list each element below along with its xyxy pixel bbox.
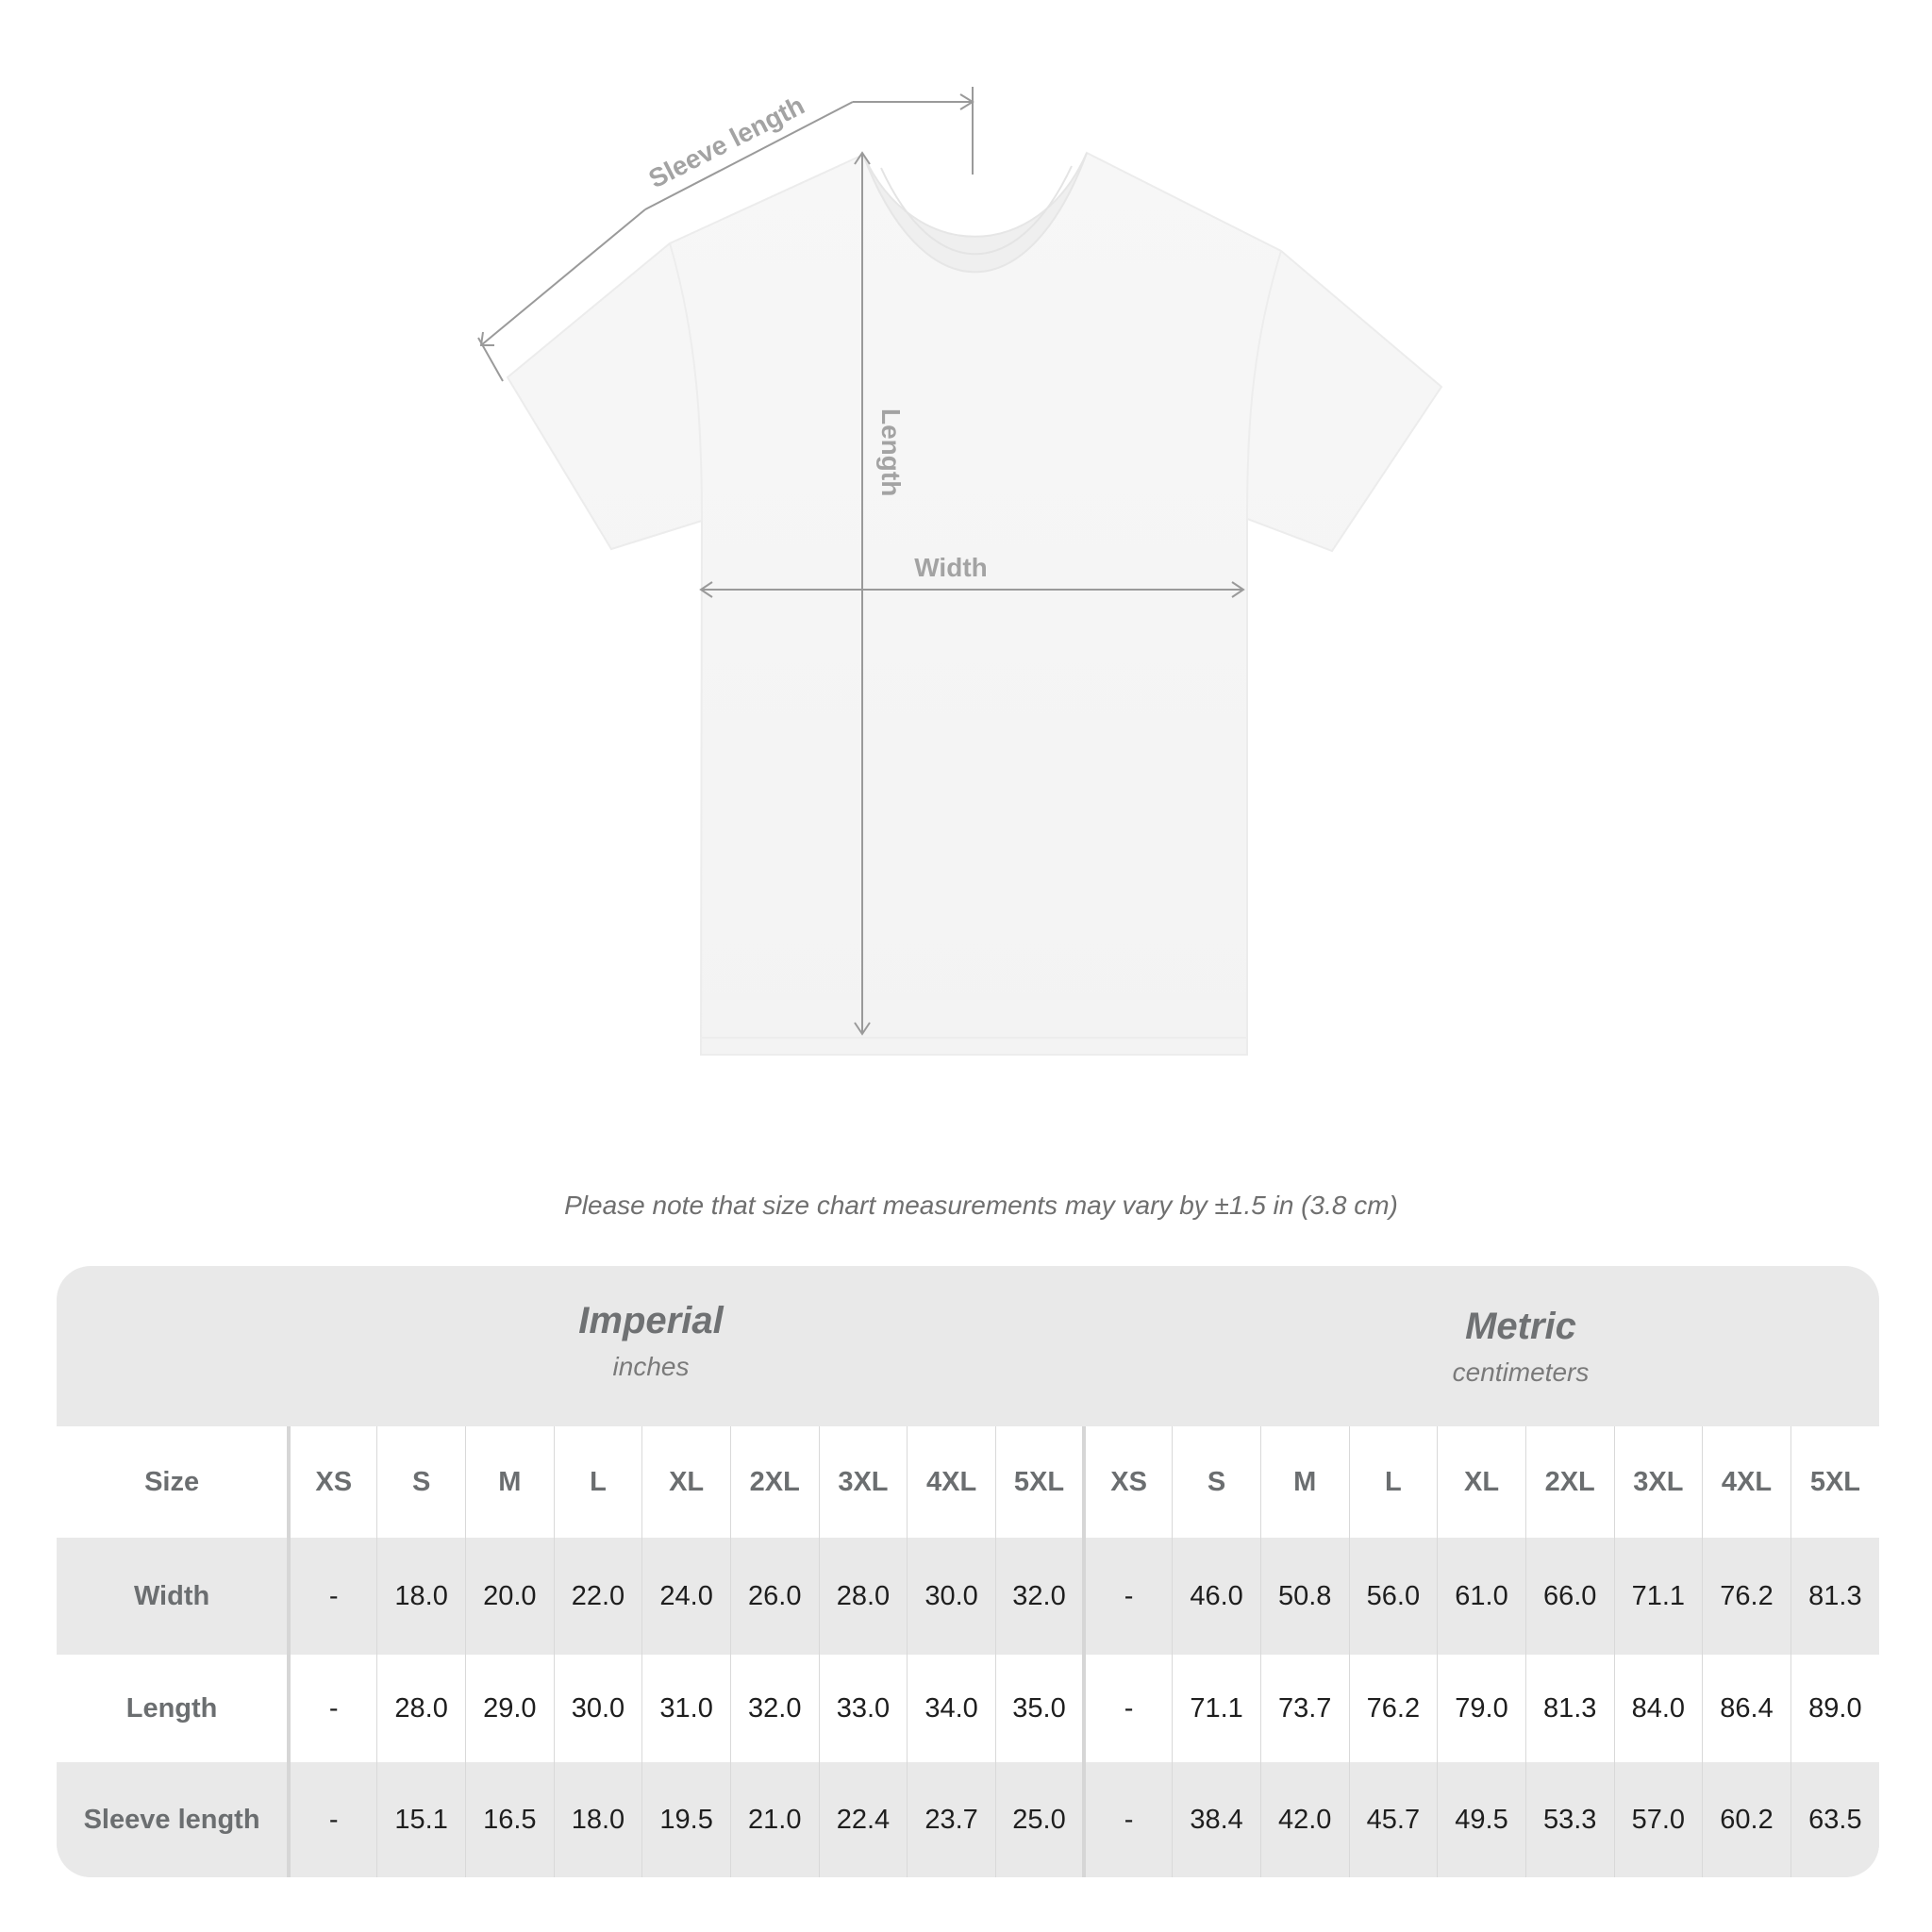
- imperial-size-5xl: 5XL: [995, 1426, 1084, 1538]
- imperial-size-m: M: [465, 1426, 554, 1538]
- metric-size-xs: XS: [1084, 1426, 1173, 1538]
- length-label: Length: [876, 408, 906, 497]
- size-header-row: [57, 1426, 1879, 1538]
- metric-size-5xl: 5XL: [1790, 1426, 1879, 1538]
- table-cell: 81.3: [1525, 1655, 1614, 1762]
- table-cell: 20.0: [465, 1538, 554, 1655]
- table-cell: 32.0: [730, 1655, 819, 1762]
- table-cell: 29.0: [465, 1655, 554, 1762]
- size-chart: [57, 1266, 1879, 1877]
- metric-subtitle: centimeters: [1452, 1357, 1590, 1387]
- table-cell: 16.5: [465, 1762, 554, 1877]
- table-row-length: [57, 1655, 1879, 1762]
- table-cell: 81.3: [1790, 1538, 1879, 1655]
- table-cell: 60.2: [1703, 1762, 1791, 1877]
- table-cell: 21.0: [730, 1762, 819, 1877]
- imperial-header: [472, 1300, 830, 1382]
- imperial-size-2xl: 2XL: [730, 1426, 819, 1538]
- table-cell: 28.0: [377, 1655, 466, 1762]
- table-cell: 28.0: [819, 1538, 908, 1655]
- table-cell: 53.3: [1525, 1762, 1614, 1877]
- table-cell: -: [289, 1762, 377, 1877]
- row-label-width: Width: [57, 1538, 289, 1655]
- metric-size-xl: XL: [1438, 1426, 1526, 1538]
- imperial-size-xl: XL: [642, 1426, 731, 1538]
- metric-size-4xl: 4XL: [1703, 1426, 1791, 1538]
- table-cell: 32.0: [995, 1538, 1084, 1655]
- table-row-sleeve-length: [57, 1762, 1879, 1877]
- row-label-sleeve-length: Sleeve length: [57, 1762, 289, 1877]
- table-cell: 18.0: [377, 1538, 466, 1655]
- table-cell: 25.0: [995, 1762, 1084, 1877]
- table-cell: 66.0: [1525, 1538, 1614, 1655]
- size-label: Size: [57, 1426, 289, 1538]
- width-label: Width: [914, 553, 988, 582]
- imperial-subtitle: inches: [612, 1352, 690, 1381]
- table-cell: 42.0: [1260, 1762, 1349, 1877]
- table-cell: 15.1: [377, 1762, 466, 1877]
- table-cell: -: [289, 1655, 377, 1762]
- table-cell: 71.1: [1173, 1655, 1261, 1762]
- metric-size-s: S: [1173, 1426, 1261, 1538]
- table-cell: 49.5: [1438, 1762, 1526, 1877]
- table-cell: 46.0: [1173, 1538, 1261, 1655]
- table-cell: 76.2: [1349, 1655, 1438, 1762]
- table-cell: 86.4: [1703, 1655, 1791, 1762]
- table-cell: 45.7: [1349, 1762, 1438, 1877]
- table-cell: 57.0: [1614, 1762, 1703, 1877]
- table-cell: 23.7: [908, 1762, 996, 1877]
- table-cell: 50.8: [1260, 1538, 1349, 1655]
- imperial-title: Imperial: [578, 1300, 724, 1341]
- sleeve-length-label: Sleeve length: [643, 90, 809, 194]
- table-cell: -: [1084, 1655, 1173, 1762]
- table-cell: 73.7: [1260, 1655, 1349, 1762]
- imperial-size-xs: XS: [289, 1426, 377, 1538]
- imperial-size-3xl: 3XL: [819, 1426, 908, 1538]
- imperial-size-s: S: [377, 1426, 466, 1538]
- tshirt-silhouette: [508, 153, 1441, 1055]
- row-label-length: Length: [57, 1655, 289, 1762]
- table-cell: -: [289, 1538, 377, 1655]
- metric-title: Metric: [1465, 1306, 1576, 1347]
- table-cell: 56.0: [1349, 1538, 1438, 1655]
- table-row-width: [57, 1538, 1879, 1655]
- table-cell: 26.0: [730, 1538, 819, 1655]
- size-table: [57, 1426, 1879, 1877]
- table-cell: 19.5: [642, 1762, 731, 1877]
- measurement-variance-note: Please note that size chart measurements may vary by ±1.5 in (3.8 cm): [564, 1191, 1398, 1220]
- table-cell: 63.5: [1790, 1762, 1879, 1877]
- imperial-size-l: L: [554, 1426, 642, 1538]
- table-cell: -: [1084, 1762, 1173, 1877]
- imperial-size-4xl: 4XL: [908, 1426, 996, 1538]
- table-cell: 30.0: [908, 1538, 996, 1655]
- metric-header: [1341, 1306, 1700, 1388]
- table-cell: 84.0: [1614, 1655, 1703, 1762]
- table-cell: 38.4: [1173, 1762, 1261, 1877]
- table-cell: 61.0: [1438, 1538, 1526, 1655]
- metric-size-2xl: 2XL: [1525, 1426, 1614, 1538]
- table-cell: 79.0: [1438, 1655, 1526, 1762]
- table-cell: 89.0: [1790, 1655, 1879, 1762]
- table-cell: 18.0: [554, 1762, 642, 1877]
- metric-size-l: L: [1349, 1426, 1438, 1538]
- metric-size-m: M: [1260, 1426, 1349, 1538]
- table-cell: 30.0: [554, 1655, 642, 1762]
- table-cell: 34.0: [908, 1655, 996, 1762]
- table-cell: -: [1084, 1538, 1173, 1655]
- metric-size-3xl: 3XL: [1614, 1426, 1703, 1538]
- table-cell: 22.0: [554, 1538, 642, 1655]
- table-cell: 35.0: [995, 1655, 1084, 1762]
- table-cell: 24.0: [642, 1538, 731, 1655]
- table-cell: 76.2: [1703, 1538, 1791, 1655]
- table-cell: 22.4: [819, 1762, 908, 1877]
- table-cell: 71.1: [1614, 1538, 1703, 1655]
- table-cell: 31.0: [642, 1655, 731, 1762]
- table-cell: 33.0: [819, 1655, 908, 1762]
